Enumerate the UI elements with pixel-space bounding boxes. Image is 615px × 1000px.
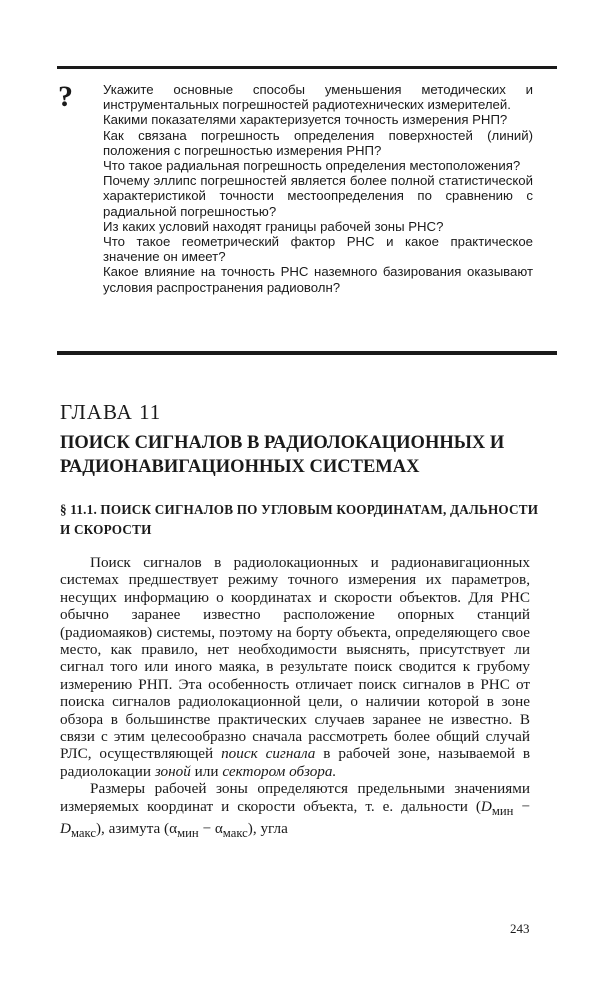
paragraph-2 — [60, 780, 530, 842]
top-rule — [57, 66, 557, 69]
paragraph-1-text-b: в рабочей зоне, называемой в радиолокации — [60, 745, 531, 780]
subscript-max: макс — [70, 826, 96, 841]
question-8: Какое влияние на точность РНС наземного базирования оказывают условия распространения радиоволн? — [103, 264, 533, 295]
paragraph-1 — [60, 554, 530, 780]
symbol-alpha-max: α — [214, 820, 223, 838]
chapter-title: ПОИСК СИГНАЛОВ В РАДИОЛОКАЦИОННЫХ И РАДИОНАВИГАЦИОННЫХ СИСТЕМАХ — [60, 433, 505, 477]
minus-sign-2: − — [198, 820, 215, 838]
bottom-rule — [57, 351, 557, 355]
paragraph-1-text-c: или — [194, 762, 219, 780]
paragraph-2-text-b: ), азимута ( — [95, 820, 170, 838]
body-text — [60, 554, 530, 843]
paragraph-2-text-c: ), угла — [247, 820, 288, 838]
question-1: Укажите основные способы уменьшения методических и инструментальных погрешностей радиотехнических измерителей. — [103, 82, 533, 113]
paragraph-2-text-a: Размеры рабочей зоны определяются предельными значениями измеряемых координат и скорости объекта, т. е. дальности ( — [60, 780, 530, 815]
subscript-alpha-max: макс — [222, 826, 248, 841]
subscript-min: мин — [491, 803, 514, 818]
chapter-label: ГЛАВА 11 — [60, 400, 162, 424]
question-3: Как связана погрешность определения поверхностей (линий) положения с погрешностью измерения РНП? — [103, 127, 533, 158]
section-title: § 11.1. ПОИСК СИГНАЛОВ ПО УГЛОВЫМ КООРДИНАТАМ, ДАЛЬНОСТИ И СКОРОСТИ — [60, 502, 539, 537]
symbol-d-max: D — [60, 820, 71, 838]
question-4: Что такое радиальная погрешность определения местоположения? — [103, 158, 521, 174]
question-2: Какими показателями характеризуется точность измерения РНП? — [103, 112, 508, 128]
minus-sign: − — [513, 797, 530, 815]
question-6: Из каких условий находят границы рабочей зоны РНС? — [103, 218, 444, 234]
subscript-alpha-min: мин — [177, 826, 199, 841]
emphasis-sector: сектором обзора. — [222, 762, 337, 780]
question-7: Что такое геометрический фактор РНС и какое практическое значение он имеет? — [103, 234, 533, 265]
emphasis-signal-search: поиск сигнала — [221, 745, 316, 763]
paragraph-1-text-a: Поиск сигналов в радиолокационных и радионавигационных системах предшествует режиму точного измерения их параметров, несущих информацию о координатах и скорости объектов. Для РНС обычно заранее известно расположение опорных станций (радиомаяков) системы, поэтому на борту объекта, определяющего свое место, как правило, нет необходимости выяснять, присутствует ли сигнал того или иного маяка, в результате поиск сводится к грубому измерению РНП. Эта особенность отличает поиск сигналов в РНС от поиска сигналов радиолокационной цели, о наличии которой в зоне обзора в большинстве практических случаев заранее не известно. В связи с этим целесообразно сначала рассмотреть более общий случай РЛС, осуществляющей — [60, 554, 530, 763]
emphasis-zone: зоной — [154, 762, 191, 780]
question-5: Почему эллипс погрешностей является более полной статистической характеристикой точности местоопределения по сравнению с радиальной погрешностью? — [103, 173, 533, 219]
question-mark-icon: ? — [58, 80, 73, 113]
symbol-alpha-min: α — [169, 820, 178, 838]
review-questions — [103, 82, 533, 295]
symbol-d-min: D — [480, 797, 492, 815]
page-number: 243 — [510, 921, 530, 936]
